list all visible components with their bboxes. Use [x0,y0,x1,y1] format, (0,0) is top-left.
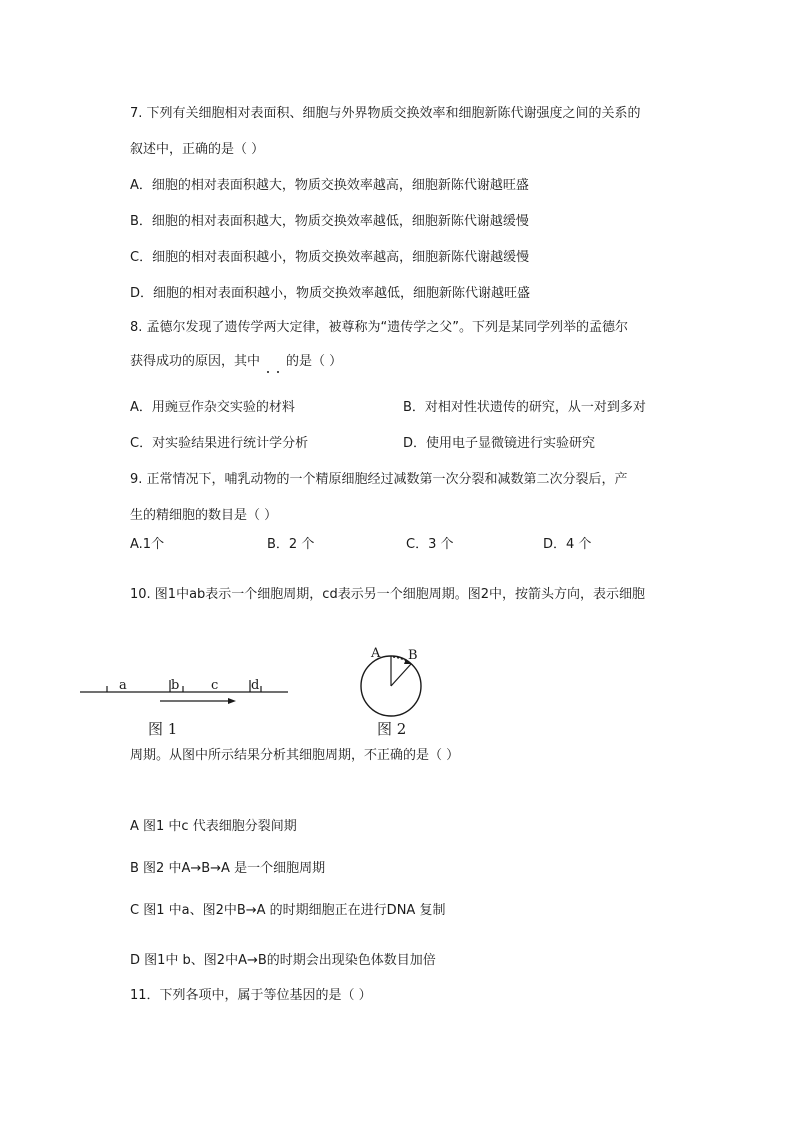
q9-stem-line1: 9. 正常情况下，哺乳动物的一个精原细胞经过减数第一次分裂和减数第二次分裂后，产 [130,472,628,487]
q8-option-c: C．对实验结果进行统计学分析 [130,436,309,451]
q9-stem-line2: 生的精细胞的数目是（ ） [130,508,278,523]
q9-option-c: C．3 个 [406,537,454,552]
q8-option-a: A．用豌豆作杂交实验的材料 [130,400,295,415]
q7-option-a: A．细胞的相对表面积越大，物质交换效率越高，细胞新陈代谢越旺盛 [130,178,529,193]
q8-stem-prefix: 获得成功的原因，其中 [130,354,261,369]
q7-option-b: B．细胞的相对表面积越大，物质交换效率越低，细胞新陈代谢越缓慢 [130,214,529,229]
q7-stem-line2: 叙述中，正确的是（ ） [130,142,265,157]
q8-stem-suffix: 的是（ ） [286,354,343,369]
q7-option-d: D．细胞的相对表面积越小，物质交换效率越低，细胞新陈代谢越旺盛 [130,286,531,301]
figure-2-cell-cycle-circle [352,640,434,720]
q8-option-b: B．对相对性状遗传的研究，从一对到多对 [403,400,646,415]
q9-option-b: B．2 个 [267,537,315,552]
q7-option-c: C．细胞的相对表面积越小，物质交换效率越高，细胞新陈代谢越缓慢 [130,250,530,265]
figure-1-cell-cycle-line [78,668,293,708]
figure-1-label-a: a [119,678,127,693]
figure-2-caption: 图 2 [377,720,407,738]
q8-stem-line2 [130,354,342,370]
q10-option-d: D 图1中 b、图2中A→B的时期会出现染色体数目加倍 [130,953,436,968]
q9-option-a: A.1个 [130,537,165,552]
q11-stem-line1: 11．下列各项中，属于等位基因的是（ ） [130,988,372,1003]
figure-1-caption: 图 1 [148,720,178,738]
figure-1-label-d: d [251,678,260,693]
figure-1-label-b: b [171,678,180,693]
q10-stem-line2: 周期。从图中所示结果分析其细胞周期，不正确的是（ ） [130,748,460,763]
q10-option-a: A 图1 中c 代表细胞分裂间期 [130,819,297,834]
arrow-head-icon [228,698,236,704]
emphasis-dots [260,354,286,370]
q10-stem-line1: 10. 图1中ab表示一个细胞周期，cd表示另一个细胞周期。图2中，按箭头方向，表示细胞 [130,587,645,602]
figure-1-label-c: c [211,678,219,693]
q8-option-d: D．使用电子显微镜进行实验研究 [403,436,596,451]
figure-2-label-a: A [371,646,381,661]
q8-stem-line1: 8. 孟德尔发现了遗传学两大定律，被尊称为“遗传学之父”。下列是某同学列举的孟德尔 [130,320,629,335]
q9-option-d: D．4 个 [543,537,592,552]
q10-option-c: C 图1 中a、图2中B→A 的时期细胞正在进行DNA 复制 [130,903,446,918]
q10-option-b: B 图2 中A→B→A 是一个细胞周期 [130,861,326,876]
q7-stem-line1: 7. 下列有关细胞相对表面积、细胞与外界物质交换效率和细胞新陈代谢强度之间的关系的 [130,106,641,121]
figure-2-label-b: B [408,648,418,663]
